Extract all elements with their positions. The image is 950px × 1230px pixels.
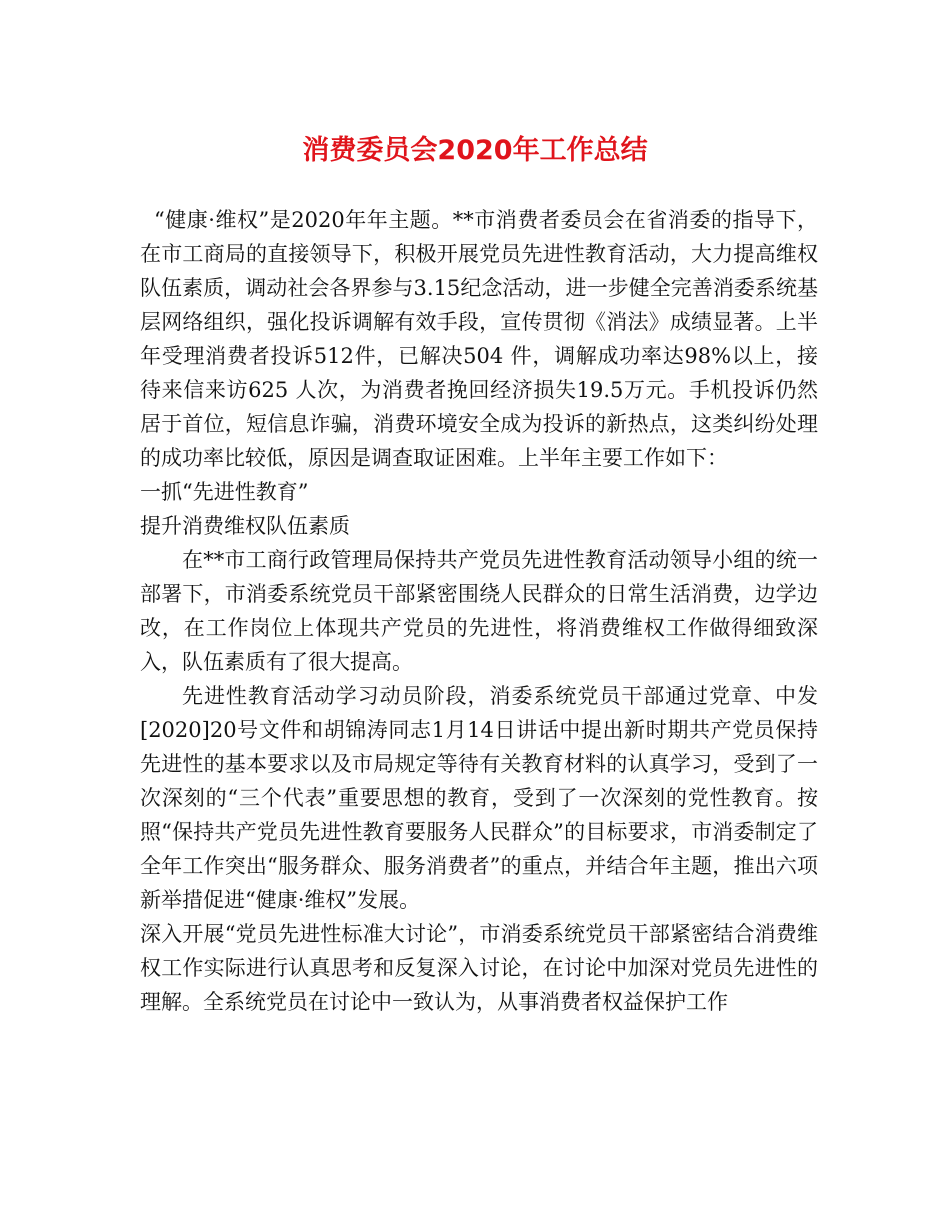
paragraph-discussion: 深入开展“党员先进性标准大讨论”，市消委系统党员干部紧密结合消费维权工作实际进行认真思考和反复深入讨论，在讨论中加深对党员先进性的理解。全系统党员在讨论中一致认为，从事消费者权益保护工作 [140,922,818,1014]
document-body [140,203,818,1019]
document-title: 消费委员会2020年工作总结 [302,135,648,166]
section-heading-1: 一抓“先进性教育” [140,480,309,504]
paragraph-intro: “健康·维权”是2020年年主题。**市消费者委员会在省消委的指导下，在市工商局的直接领导下，积极开展党员先进性教育活动，大力提高维权队伍素质，调动社会各界参与3.15纪念活动，进一步健全完善消委系统基层网络组织，强化投诉调解有效手段，宣传贯彻《消法》成绩显著。上半年受理消费者投诉512件，已解决504 件，调解成功率达98%以上，接待来信来访625 人次，为消费者挽回经济损失19.5万元。手机投诉仍然居于首位，短信息诈骗，消费环境安全成为投诉的新热点，这类纠纷处理的成功率比较低，原因是调查取证困难。上半年主要工作如下： [140,208,818,470]
paragraph-education-stage: 先进性教育活动学习动员阶段，消委系统党员干部通过党章、中发[2020]20号文件和胡锦涛同志1月14日讲话中提出新时期共产党员保持先进性的基本要求以及市局规定等待有关教育材料的认真学习，受到了一次深刻的“三个代表”重要思想的教育，受到了一次深刻的党性教育。按照“保持共产党员先进性教育要服务人民群众”的目标要求，市消委制定了全年工作突出“服务群众、服务消费者”的重点，并结合年主题，推出六项新举措促进“健康·维权”发展。 [140,684,818,912]
paragraph-deployment: 在**市工商行政管理局保持共产党员先进性教育活动领导小组的统一部署下，市消委系统党员干部紧密围绕人民群众的日常生活消费，边学边改，在工作岗位上体现共产党员的先进性，将消费维权工作做得细致深入，队伍素质有了很大提高。 [140,548,818,674]
section-subheading-1: 提升消费维权队伍素质 [140,514,350,538]
